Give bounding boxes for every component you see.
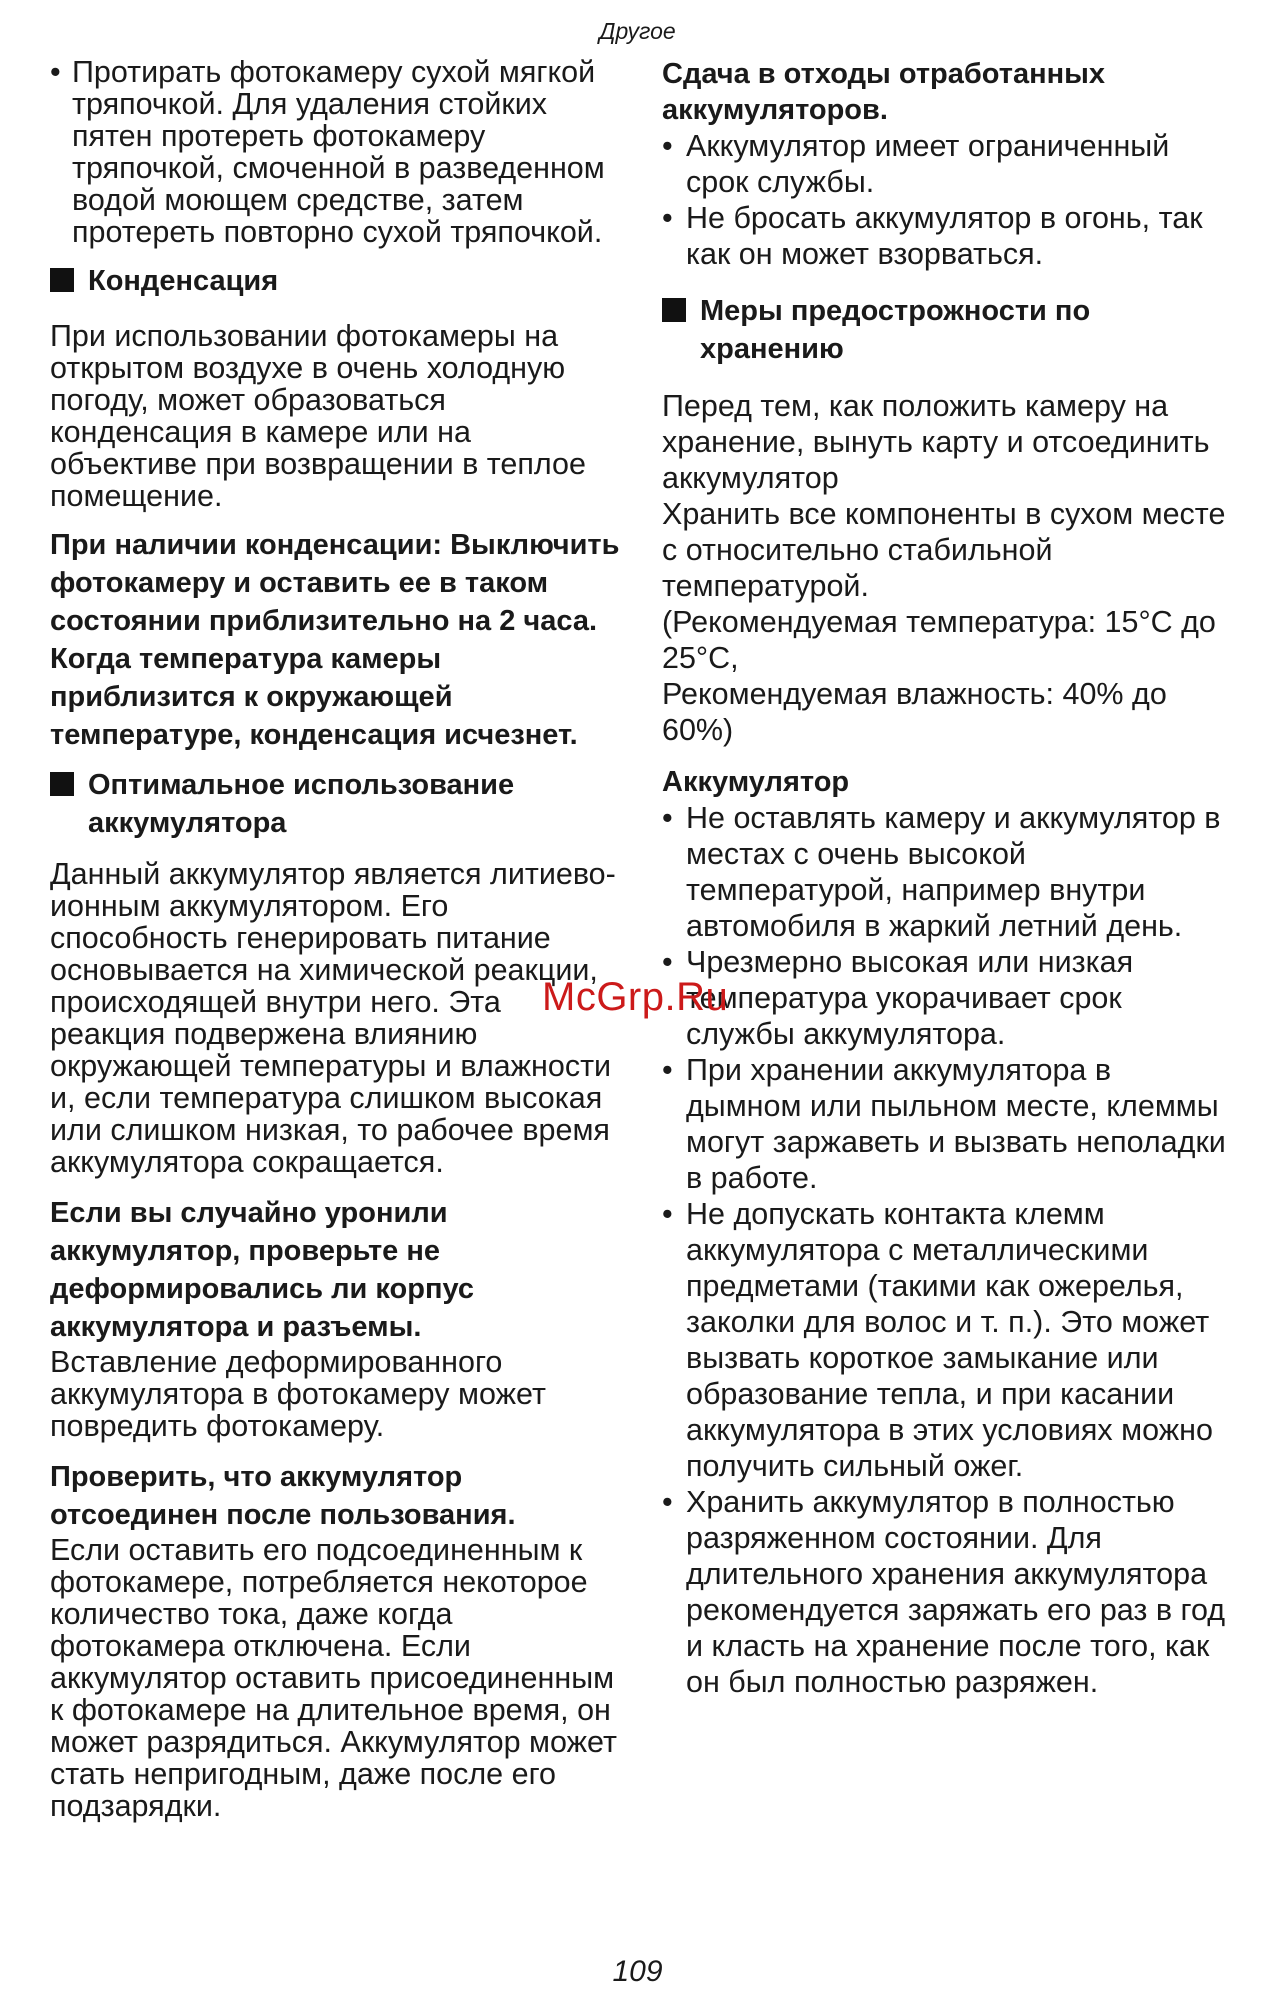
storage-text-4: Рекомендуемая влажность: 40% до 60%) xyxy=(662,677,1167,747)
list-item: • Чрезмерно высокая или низкая температура укорачивает срок службы аккумулятора. xyxy=(662,944,1234,1052)
storage-text-2: Хранить все компоненты в сухом месте с относительно стабильной температурой. xyxy=(662,497,1226,603)
section-square-icon xyxy=(50,268,74,292)
condensation-text: При использовании фотокамеры на открытом воздухе в очень холодную погоду, может образоваться конденсация в камере или на объективе при возвращении в теплое помещение. xyxy=(50,319,586,513)
left-column xyxy=(50,56,620,1822)
list-item: • Не оставлять камеру и аккумулятор в местах с очень высокой температурой, например внутри автомобиля в жаркий летний день. xyxy=(662,800,1234,944)
clean-bullet: • Протирать фотокамеру сухой мягкой тряпочкой. Для удаления стойких пятен протереть фотокамеру тряпочкой, смоченной в разведенном водой моющем средстве, затем протереть повторно сухой тряпочкой. xyxy=(50,56,620,248)
list-item: • Хранить аккумулятор в полностью разряженном состоянии. Для длительного хранения аккумулятора рекомендуется заряжать его раз в год и класть на хранение после того, как он был полностью разряжен. xyxy=(662,1484,1234,1700)
list-item: • Не бросать аккумулятор в огонь, так как он может взорваться. xyxy=(662,200,1234,272)
list-item: • При хранении аккумулятора в дымном или пыльном месте, клеммы могут заржаветь и вызвать неполадки в работе. xyxy=(662,1052,1234,1196)
list-item: • Не допускать контакта клемм аккумулятора с металлическими предметами (такими как ожерелья, заколки для волос и т. п.). Это может вызвать короткое замыкание или образование тепла, и при касании аккумулятора в этих условиях можно получить сильный ожег. xyxy=(662,1196,1234,1484)
watermark-logo: McGrp.Ru xyxy=(542,975,729,1019)
condensation-heading xyxy=(50,262,620,300)
list-item: • Аккумулятор имеет ограниченный срок службы. xyxy=(662,128,1234,200)
storage-heading-text: Меры предострожности по хранению xyxy=(700,295,1091,365)
condensation-heading-text: Конденсация xyxy=(88,265,279,297)
battery-text: Данный аккумулятор является литиево-ионным аккумулятором. Его способность генерировать питание основывается на химической реакции, происходящей внутри него. Эта реакция подвержена влиянию окружающей температуры и влажности и, если температура слишком высокая или слишком низкая, то рабочее время аккумулятора сокращается. xyxy=(50,857,616,1179)
battery-subheading: Аккумулятор xyxy=(662,766,850,798)
disconnect-text: Если оставить его подсоединенным к фотокамере, потребляется некоторое количество тока, даже когда фотокамера отключена. Если аккумулятор оставить присоединенным к фотокамере на длительное время, он может разрядиться. Аккумулятор может стать непригодным, даже после его подзарядки. xyxy=(50,1533,617,1823)
storage-heading xyxy=(662,292,1234,368)
page-number: 109 xyxy=(612,1955,663,1988)
right-column xyxy=(662,56,1234,1700)
section-square-icon xyxy=(50,772,74,796)
disposal-heading: Сдача в отходы отработанных аккумуляторов. xyxy=(662,58,1106,126)
condensation-bold-text: При наличии конденсации: Выключить фотокамеру и оставить ее в таком состоянии приблизительно на 2 часа. Когда температура камеры приблизится к окружающей температуре, конденсация исчезнет. xyxy=(50,529,620,751)
battery-heading-text: Оптимальное использование аккумулятора xyxy=(88,769,515,839)
battery-heading xyxy=(50,766,620,842)
storage-text-1: Перед тем, как положить камеру на хранение, вынуть карту и отсоединить аккумулятор xyxy=(662,389,1210,495)
dropped-bold-text: Если вы случайно уронили аккумулятор, проверьте не деформировались ли корпус аккумулятора и разъемы. xyxy=(50,1197,475,1343)
storage-text-3: (Рекомендуемая температура: 15°C до 25°C, xyxy=(662,605,1216,675)
disconnect-bold-text: Проверить, что аккумулятор отсоединен после пользования. xyxy=(50,1461,516,1531)
dropped-text: Вставление деформированного аккумулятора в фотокамеру может повредить фотокамеру. xyxy=(50,1345,546,1443)
page-header: Другое xyxy=(599,18,676,44)
section-square-icon xyxy=(662,298,686,322)
